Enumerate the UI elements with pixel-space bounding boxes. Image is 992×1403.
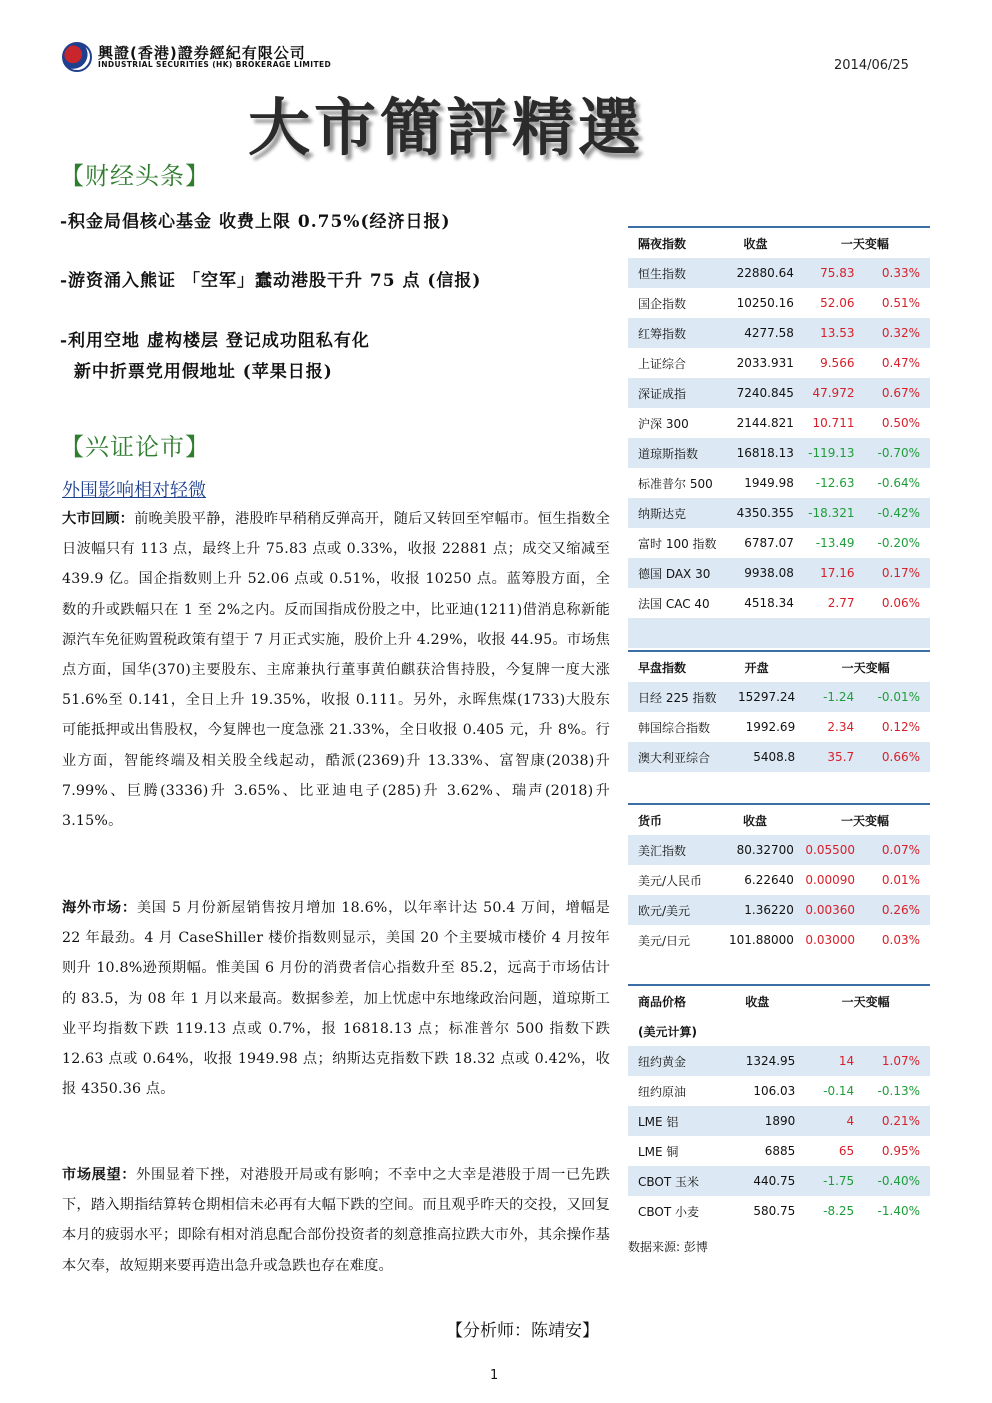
instrument-name: 美元/日元: [638, 933, 691, 948]
change-percent: -1.40%: [877, 1204, 920, 1218]
column-header: 一天变幅: [800, 804, 930, 835]
company-name-en: INDUSTRIAL SECURITIES (HK) BROKERAGE LIMITED: [98, 60, 332, 69]
change-points: 10.711: [812, 416, 855, 430]
company-logo-icon: [62, 42, 92, 72]
table-row: [628, 258, 930, 288]
close-value: 4518.34: [744, 596, 794, 610]
change-percent: 0.32%: [862, 318, 930, 348]
column-header: 货币: [628, 804, 716, 835]
change-percent: 0.06%: [881, 596, 920, 610]
instrument-name: 上证综合: [638, 356, 687, 371]
close-value: 1.36220: [716, 895, 800, 925]
close-value: 16818.13: [717, 438, 800, 468]
close-value: 7240.845: [717, 378, 800, 408]
unit-subheader: (美元计算): [628, 1016, 930, 1046]
change-points: -13.49: [815, 536, 855, 550]
table-row: [628, 895, 930, 925]
change-percent: 0.26%: [863, 895, 930, 925]
change-percent: -0.40%: [862, 1166, 930, 1196]
instrument-name: 法国 CAC 40: [638, 596, 710, 611]
table-row: [628, 438, 930, 468]
close-value: 6885: [764, 1144, 796, 1158]
instrument-name: 纳斯达克: [628, 498, 717, 528]
instrument-name: 日经 225 指数: [628, 682, 718, 712]
overseas-market-label: 海外市场：: [62, 900, 137, 916]
change-percent: 0.12%: [881, 720, 920, 734]
instrument-name: 恒生指数: [628, 258, 717, 288]
column-header: 早盘指数: [628, 651, 718, 682]
change-points: 0.05500: [800, 835, 863, 865]
close-value: 6787.07: [744, 536, 794, 550]
table-row: [628, 528, 930, 558]
market-review-text: 前晚美股平静，港股昨早稍稍反弹高开，随后又转回至窄幅市。恒生指数全日波幅只有 113 点，最终上升 75.83 点或 0.33%，收报 22881 点；成交又缩减至 439.9 亿。国企指数则上升 52.06 点或 0.51%，收报 10250 点。蓝筹股方面，全数的升或跌幅只在 1 至 2%之内。反而国指成份股之中，比亚迪(1211)借消息称新能源汽车免征购置税政策有望于 7 月正式实施，股价上升 4.29%，收报 44.95。市场焦点方面，国华(370)主要股东、主席兼执行董事黄伯麒获洽售持股，今复牌一度大涨 51.6%至 0.141，全日上升 19.35%，收报 0.111。另外，永晖焦煤(1733)大股东可能抵押或出售股权，今复牌也一度急涨 21.33%，全日收报 0.405 元，升 8%。行业方面，智能终端及相关股全线起动，酷派(2369)升 13.33%、富智康(2038)升 7.99%、巨腾(3336)升 3.65%、比亚迪电子(285)升 3.62%、瑞声(2018)升 3.15%。: [62, 511, 610, 830]
table-row: [628, 468, 930, 498]
table-header-row: [628, 985, 930, 1016]
instrument-name: 国企指数: [638, 296, 687, 311]
change-points: 9.566: [820, 356, 855, 370]
column-header: 一天变幅: [801, 651, 930, 682]
close-value: 440.75: [719, 1166, 801, 1196]
table-subheader-row: [628, 1016, 930, 1046]
instrument-name: 澳大利亚综合: [628, 742, 718, 772]
table-row: [628, 558, 930, 588]
change-percent: 0.51%: [881, 296, 920, 310]
change-points: 13.53: [800, 318, 863, 348]
close-value: 2033.931: [736, 356, 794, 370]
table-row: [628, 318, 930, 348]
change-points: -12.63: [815, 476, 855, 490]
instrument-name: 富时 100 指数: [638, 536, 717, 551]
close-value: 1324.95: [719, 1046, 801, 1076]
change-points: 65: [838, 1144, 855, 1158]
commentary-subtitle: 外围影响相对轻微: [62, 480, 206, 501]
close-value: 101.88000: [728, 933, 794, 947]
instrument-name: LME 铝: [628, 1106, 719, 1136]
headline-2: -游资涌入熊证 「空军」蠢动港股干升 75 点 (信报): [60, 271, 482, 291]
change-points: 0.00360: [800, 895, 863, 925]
market-review-paragraph: [62, 504, 610, 836]
table-row: [628, 925, 930, 955]
commodity-table: [628, 984, 930, 1226]
change-percent: 0.50%: [881, 416, 920, 430]
change-percent: 0.03%: [881, 933, 920, 947]
change-points: 52.06: [820, 296, 855, 310]
table-row: [628, 288, 930, 318]
change-percent: -0.20%: [877, 536, 920, 550]
column-header: 商品价格: [628, 985, 719, 1016]
change-points: 35.7: [801, 742, 862, 772]
table-row: [628, 1076, 930, 1106]
instrument-name: 标准普尔 500: [638, 476, 713, 491]
table-header-row: [628, 227, 930, 258]
change-percent: 0.07%: [863, 835, 930, 865]
change-points: -119.13: [800, 438, 863, 468]
close-value: 1949.98: [744, 476, 794, 490]
column-header: 开盘: [718, 651, 801, 682]
close-value: 580.75: [753, 1204, 796, 1218]
close-value: 1992.69: [745, 720, 796, 734]
change-points: -1.75: [801, 1166, 862, 1196]
table-row: [628, 1046, 930, 1076]
close-value: 4277.58: [717, 318, 800, 348]
change-points: -1.24: [801, 682, 862, 712]
overseas-market-paragraph: [62, 893, 610, 1104]
change-percent: 0.67%: [862, 378, 930, 408]
news-section-title: 【财经头条】: [60, 162, 210, 190]
change-points: 17.16: [800, 558, 863, 588]
change-points: 0.00090: [805, 873, 855, 887]
table-row: [628, 348, 930, 378]
change-percent: 0.21%: [862, 1106, 930, 1136]
change-points: -0.14: [823, 1084, 855, 1098]
outlook-text: 外围显着下挫，对港股开局或有影响；不幸中之大幸是港股于周一已先跌下，踏入期指结算转仓期相信未必再有大幅下跌的空间。而且观乎昨天的交投，又回复本月的疲弱水平；即除有相对消息配合部份投资者的刻意推高拉跌大市外，其余操作基本欠奉，故短期来要再造出急升或急跌也存在难度。: [62, 1167, 610, 1274]
close-value: 5408.8: [718, 742, 801, 772]
outlook-label: 市场展望：: [62, 1167, 137, 1183]
instrument-name: 深证成指: [628, 378, 717, 408]
close-value: 4350.355: [717, 498, 800, 528]
table-header-row: [628, 651, 930, 682]
table-row: [628, 1136, 930, 1166]
close-value: 6.22640: [744, 873, 794, 887]
spacer-cell: [628, 618, 930, 648]
headline-3: -利用空地 虚构楼层 登记成功阻私有化: [60, 331, 370, 351]
instrument-name: 欧元/美元: [628, 895, 716, 925]
company-name-cn: 興證(香港)證券經紀有限公司: [98, 44, 306, 62]
close-value: 106.03: [753, 1084, 796, 1098]
table-row: [628, 682, 930, 712]
table-row: [628, 1166, 930, 1196]
market-review-label: 大市回顾：: [62, 511, 135, 527]
close-value: 2144.821: [736, 416, 794, 430]
overnight-index-table: [628, 226, 930, 648]
instrument-name: 沪深 300: [638, 416, 689, 431]
change-percent: 0.33%: [862, 258, 930, 288]
change-percent: 0.47%: [881, 356, 920, 370]
close-value: 80.32700: [716, 835, 800, 865]
currency-table: [628, 803, 930, 955]
overseas-market-text: 美国 5 月份新屋销售按月增加 18.6%，以年率计达 50.4 万间，增幅是 22 年最劲。4 月 CaseShiller 楼价指数则显示，美国 20 个主要城市楼价 4 月按年则升 10.8%逊预期幅。惟美国 6 月份的消费者信心指数升至 85.2，远高于市场估计的 83.5，为 08 年 1 月以来最高。数据参差，加上忧虑中东地缘政治问题，道琼斯工业平均指数下跌 119.13 点或 0.7%，报 16818.13 点；标准普尔 500 指数下跌 12.63 点或 0.64%，收报 1949.98 点；纳斯达克指数下跌 18.32 点或 0.42%，收报 4350.36 点。: [62, 900, 610, 1098]
change-points: -18.321: [800, 498, 863, 528]
change-points: 0.03000: [805, 933, 855, 947]
close-value: 15297.24: [718, 682, 801, 712]
instrument-name: 韩国综合指数: [638, 720, 711, 735]
instrument-name: CBOT 玉米: [628, 1166, 719, 1196]
analyst-credit: 【分析师：陈靖安】: [446, 1321, 599, 1341]
table-row: [628, 835, 930, 865]
change-points: 4: [801, 1106, 862, 1136]
change-percent: -0.42%: [862, 498, 930, 528]
change-percent: 0.17%: [862, 558, 930, 588]
change-points: 2.34: [827, 720, 855, 734]
column-header: 一天变幅: [801, 985, 930, 1016]
column-header: 收盘: [717, 227, 800, 258]
change-percent: 0.66%: [862, 742, 930, 772]
table-row: [628, 588, 930, 618]
instrument-name: 美汇指数: [628, 835, 716, 865]
change-percent: -0.64%: [877, 476, 920, 490]
column-header: 收盘: [719, 985, 801, 1016]
change-points: 47.972: [800, 378, 863, 408]
report-date: 2014/06/25: [834, 58, 909, 73]
instrument-name: 道琼斯指数: [628, 438, 717, 468]
instrument-name: CBOT 小麦: [638, 1204, 699, 1219]
table-row: [628, 1106, 930, 1136]
data-source-note: 数据来源: 彭博: [628, 1240, 708, 1254]
instrument-name: 纽约黄金: [628, 1046, 719, 1076]
outlook-paragraph: [62, 1160, 610, 1281]
close-value: 22880.64: [717, 258, 800, 288]
page-title: 大市簡評精選: [248, 91, 645, 164]
column-header: 收盘: [716, 804, 800, 835]
change-percent: 0.95%: [881, 1144, 920, 1158]
table-row: [628, 498, 930, 528]
instrument-name: 德国 DAX 30: [628, 558, 717, 588]
column-header: 一天变幅: [800, 227, 930, 258]
change-points: 2.77: [827, 596, 855, 610]
close-value: 1890: [719, 1106, 801, 1136]
table-row: [628, 1196, 930, 1226]
change-points: 14: [801, 1046, 862, 1076]
headline-3-cont: 新中折票党用假地址 (苹果日报): [60, 362, 333, 382]
table-header-row: [628, 804, 930, 835]
table-row: [628, 865, 930, 895]
change-percent: -0.70%: [862, 438, 930, 468]
commentary-section-title: 【兴证论市】: [60, 433, 210, 461]
change-points: -8.25: [823, 1204, 855, 1218]
change-percent: -0.13%: [877, 1084, 920, 1098]
table-row: [628, 408, 930, 438]
page-number: 1: [490, 1368, 499, 1383]
change-percent: 0.01%: [881, 873, 920, 887]
change-percent: -0.01%: [862, 682, 930, 712]
table-spacer-row: [628, 618, 930, 648]
instrument-name: 红筹指数: [628, 318, 717, 348]
headline-1: -积金局倡核心基金 收费上限 0.75%(经济日报): [60, 212, 451, 232]
table-row: [628, 378, 930, 408]
close-value: 10250.16: [736, 296, 794, 310]
instrument-name: 纽约原油: [638, 1084, 687, 1099]
instrument-name: 美元/人民币: [638, 873, 703, 888]
morning-index-table: [628, 650, 930, 772]
column-header: 隔夜指数: [628, 227, 717, 258]
change-points: 75.83: [800, 258, 863, 288]
instrument-name: LME 铜: [638, 1144, 679, 1159]
close-value: 9938.08: [717, 558, 800, 588]
change-percent: 1.07%: [862, 1046, 930, 1076]
table-row: [628, 712, 930, 742]
table-row: [628, 742, 930, 772]
